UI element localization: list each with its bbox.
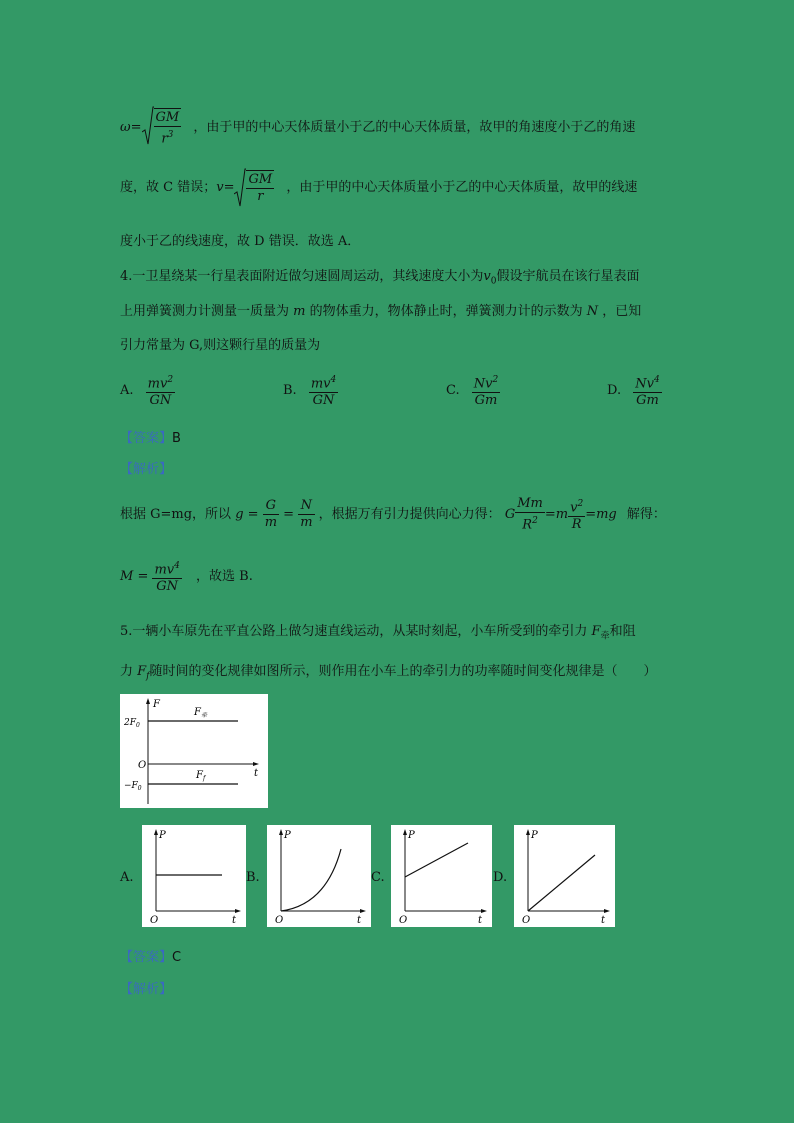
- q4-option-b: [283, 372, 338, 409]
- y-axis-arrow-icon: [279, 829, 283, 835]
- y-axis-arrow-icon: [146, 698, 150, 704]
- q5-option-label-d: D.: [493, 870, 508, 885]
- q4-option-d: [607, 372, 662, 409]
- q4-analysis-tag: 【解析】: [120, 462, 173, 477]
- q5-answer: 【答案】C: [120, 950, 182, 965]
- y-axis-arrow-icon: [403, 829, 407, 835]
- origin-label: O: [399, 915, 408, 926]
- q4-answer: 【答案】B: [120, 431, 181, 446]
- q5-line-1: 5.一辆小车原先在平直公路上做匀速直线运动，从某时刻起，小车所受到的牵引力 $F_牵$和阻: [120, 624, 636, 642]
- power-time-graph-svg: [514, 825, 615, 927]
- q4-solution-line-2: M = $\frac{mv^4}{GN}$ ，故选 B.: [120, 558, 253, 595]
- formula-line-v: 度，故 C 错误；v= $\frac{GM}{r}$ ，由于甲的中心天体质量小于乙的中心天体质量，故甲的线速: [120, 170, 637, 205]
- power-curve: [528, 855, 595, 911]
- q4-line-1: 4.一卫星绕某一行星表面附近做匀速圆周运动，其线速度大小为$v_0$假设宇航员在该行星表面: [120, 269, 640, 287]
- radical-icon: [234, 168, 246, 208]
- power-time-graph-svg: [142, 825, 246, 927]
- y-axis-label: P: [284, 830, 291, 841]
- y-axis-arrow-icon: [154, 829, 158, 835]
- origin-label: O: [522, 915, 531, 926]
- x-axis-arrow-icon: [604, 909, 610, 913]
- q5-analysis-tag: 【解析】: [120, 982, 173, 997]
- q4-option-a: [120, 372, 175, 409]
- y-axis-label: F: [153, 699, 160, 710]
- x-axis-arrow-icon: [481, 909, 487, 913]
- x-axis-label: t: [232, 915, 237, 926]
- q4-solution-line-1: 根据 G=mg，所以 g = $\frac{G}{m}$ = $\frac{N}{m}$ ，根据万有引力提供向心力得： G $\frac{Mm}{R^2}$ =m $\frac{v^2}{R}$ =mg 解得：: [120, 496, 666, 533]
- q4-line-3: 引力常量为 G,则这颗行星的质量为: [120, 338, 321, 353]
- q5-option-label-c: C.: [371, 870, 385, 885]
- tick-minus-f0: $-F_0$: [124, 781, 142, 792]
- q5-option-graph-b: [267, 825, 371, 927]
- friction-force-label: $F_f$: [196, 770, 206, 782]
- origin-label: O: [150, 915, 159, 926]
- sqrt-gm-r3: $\frac{GM}{r^3}$: [142, 108, 182, 147]
- traction-force-label: $F_牵$: [194, 707, 207, 719]
- tick-2f0: $2F_0$: [124, 718, 140, 729]
- force-time-graph: [120, 694, 268, 808]
- x-axis-label: t: [601, 915, 606, 926]
- origin-label: O: [138, 760, 147, 771]
- y-axis-arrow-icon: [526, 829, 530, 835]
- paragraph-1-text: ，由于甲的中心天体质量小于乙的中心天体质量，故甲的角速度小于乙的角速: [193, 120, 636, 136]
- option-label: B.: [283, 383, 297, 399]
- paragraph-3: 度小于乙的线速度，故 D 错误．故选 A．: [120, 234, 361, 249]
- q5-option-graph-c: [391, 825, 492, 927]
- force-time-graph-svg: [120, 694, 268, 808]
- power-curve: [405, 843, 468, 877]
- paragraph-2-prefix: 度，故 C 错误；: [120, 180, 217, 195]
- y-axis-label: P: [408, 830, 415, 841]
- x-axis-arrow-icon: [235, 909, 241, 913]
- power-time-graph-svg: [267, 825, 371, 927]
- sqrt-gm-r: $\frac{GM}{r}$: [234, 170, 274, 205]
- x-axis-arrow-icon: [253, 762, 259, 766]
- power-time-graph-svg: [391, 825, 492, 927]
- q5-option-label-a: A.: [120, 870, 134, 885]
- q4-line-2: 上用弹簧测力计测量一质量为 m 的物体重力，物体静止时，弹簧测力计的示数为 N ，已知: [120, 304, 642, 319]
- q5-option-graph-a: [142, 825, 246, 927]
- option-label: A.: [120, 383, 134, 399]
- x-axis-label: t: [254, 768, 259, 779]
- x-axis-arrow-icon: [360, 909, 366, 913]
- q5-option-graph-d: [514, 825, 615, 927]
- option-fraction: $\frac{mv^2}{GN}$: [146, 372, 175, 409]
- q4-option-c: [446, 372, 500, 409]
- q5-line-2: 力 $F_f$随时间的变化规律如图所示，则作用在小车上的牵引力的功率随时间变化规律是（ ）: [120, 664, 657, 682]
- option-fraction: $\frac{Nv^2}{Gm}$: [472, 372, 500, 409]
- radical-icon: [142, 106, 154, 146]
- y-axis-label: P: [159, 830, 166, 841]
- origin-label: O: [275, 915, 284, 926]
- option-fraction: $\frac{Nv^4}{Gm}$: [633, 372, 661, 409]
- x-axis-label: t: [478, 915, 483, 926]
- x-axis-label: t: [357, 915, 362, 926]
- power-curve: [281, 849, 341, 911]
- q5-option-label-b: B.: [246, 870, 260, 885]
- option-label: D.: [607, 383, 622, 399]
- paragraph-2-text: ，由于甲的中心天体质量小于乙的中心天体质量，故甲的线速: [286, 180, 638, 195]
- option-fraction: $\frac{mv^4}{GN}$: [309, 372, 338, 409]
- option-label: C.: [446, 383, 460, 399]
- formula-line-omega: ω= $\frac{GM}{r^3}$ ，由于甲的中心天体质量小于乙的中心天体质量，故甲的角速度小于乙的角速: [120, 108, 635, 147]
- y-axis-label: P: [531, 830, 538, 841]
